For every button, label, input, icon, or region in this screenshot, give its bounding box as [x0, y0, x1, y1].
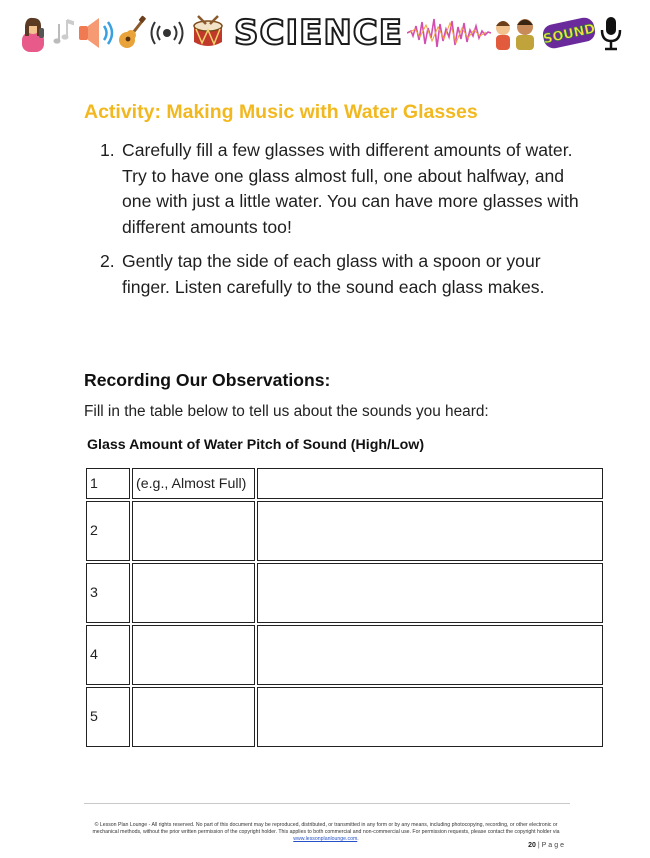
list-item — [100, 249, 580, 300]
observations-table — [84, 466, 605, 749]
pitch-cell[interactable] — [257, 501, 603, 561]
link-suffix: . — [357, 836, 359, 843]
sound-sticker-icon — [541, 14, 597, 52]
singer-icon — [14, 14, 52, 52]
pitch-cell[interactable] — [257, 687, 603, 747]
page-number — [470, 842, 566, 849]
step-number: 2. — [100, 251, 115, 271]
pitch-cell[interactable] — [257, 468, 603, 499]
glass-number-cell: 1 — [86, 468, 130, 499]
svg-text:SOUND: SOUND — [541, 21, 597, 48]
glass-number-cell: 5 — [86, 687, 130, 747]
music-notes-icon — [52, 14, 76, 52]
step-text: Carefully fill a few glasses with different amounts of water. Try to have one glass almost full, one about halfway, and one with just a little water. You can have more glasses with different amounts too! — [122, 140, 579, 237]
pitch-cell[interactable] — [257, 625, 603, 685]
microphone-icon — [597, 14, 625, 52]
copyright-line-1: © Lesson Plan Lounge - All rights reserved. No part of this document may be reproduced, distributed, or transmitted in any form or by any means, including photocopying, recording, or other electronic or — [94, 822, 558, 828]
step-text: Gently tap the side of each glass with a spoon or your finger. Listen carefully to the sound each glass makes. — [122, 251, 545, 297]
glass-number-cell: 3 — [86, 563, 130, 623]
table-header: Glass Amount of Water Pitch of Sound (High/Low) — [87, 437, 425, 453]
drum-icon — [188, 14, 228, 52]
activity-steps — [100, 138, 580, 300]
copyright-line-2: mechanical methods, without the prior written permission of the copyright holder. This applies to both commercial and non-commercial use. For permission requests, please contact the copyright holder via — [92, 829, 560, 836]
activity-title: Activity: Making Music with Water Glasses — [84, 101, 478, 123]
amount-cell[interactable] — [132, 625, 255, 685]
copyright-notice — [84, 822, 568, 844]
observations-instructions: Fill in the table below to tell us about the sounds you heard: — [84, 403, 489, 420]
step-number: 1. — [100, 140, 115, 160]
page-separator: | — [537, 842, 540, 849]
guitar-icon — [116, 14, 146, 52]
banner-title: SCIENCE — [234, 13, 403, 53]
footer-divider — [84, 803, 570, 804]
sound-wave-icon — [407, 14, 491, 52]
table-row — [86, 501, 603, 561]
amount-cell[interactable] — [132, 563, 255, 623]
table-row — [86, 625, 603, 685]
amount-cell[interactable] — [132, 501, 255, 561]
broadcast-icon — [146, 14, 188, 52]
table-row — [86, 687, 603, 747]
glass-number-cell: 4 — [86, 625, 130, 685]
list-item — [100, 138, 580, 240]
speaker-icon — [76, 14, 116, 52]
amount-cell[interactable]: (e.g., Almost Full) — [132, 468, 255, 499]
listening-child-icon — [491, 14, 541, 52]
website-link[interactable]: www.lessonplanlounge.com — [293, 836, 358, 843]
pitch-cell[interactable] — [257, 563, 603, 623]
table-row — [86, 563, 603, 623]
amount-cell[interactable] — [132, 687, 255, 747]
page-label: Page — [541, 842, 566, 849]
table-row — [86, 468, 603, 499]
page-number-value: 20 — [528, 842, 536, 849]
science-sound-banner — [14, 10, 638, 56]
glass-number-cell: 2 — [86, 501, 130, 561]
observations-title: Recording Our Observations: — [84, 370, 331, 390]
